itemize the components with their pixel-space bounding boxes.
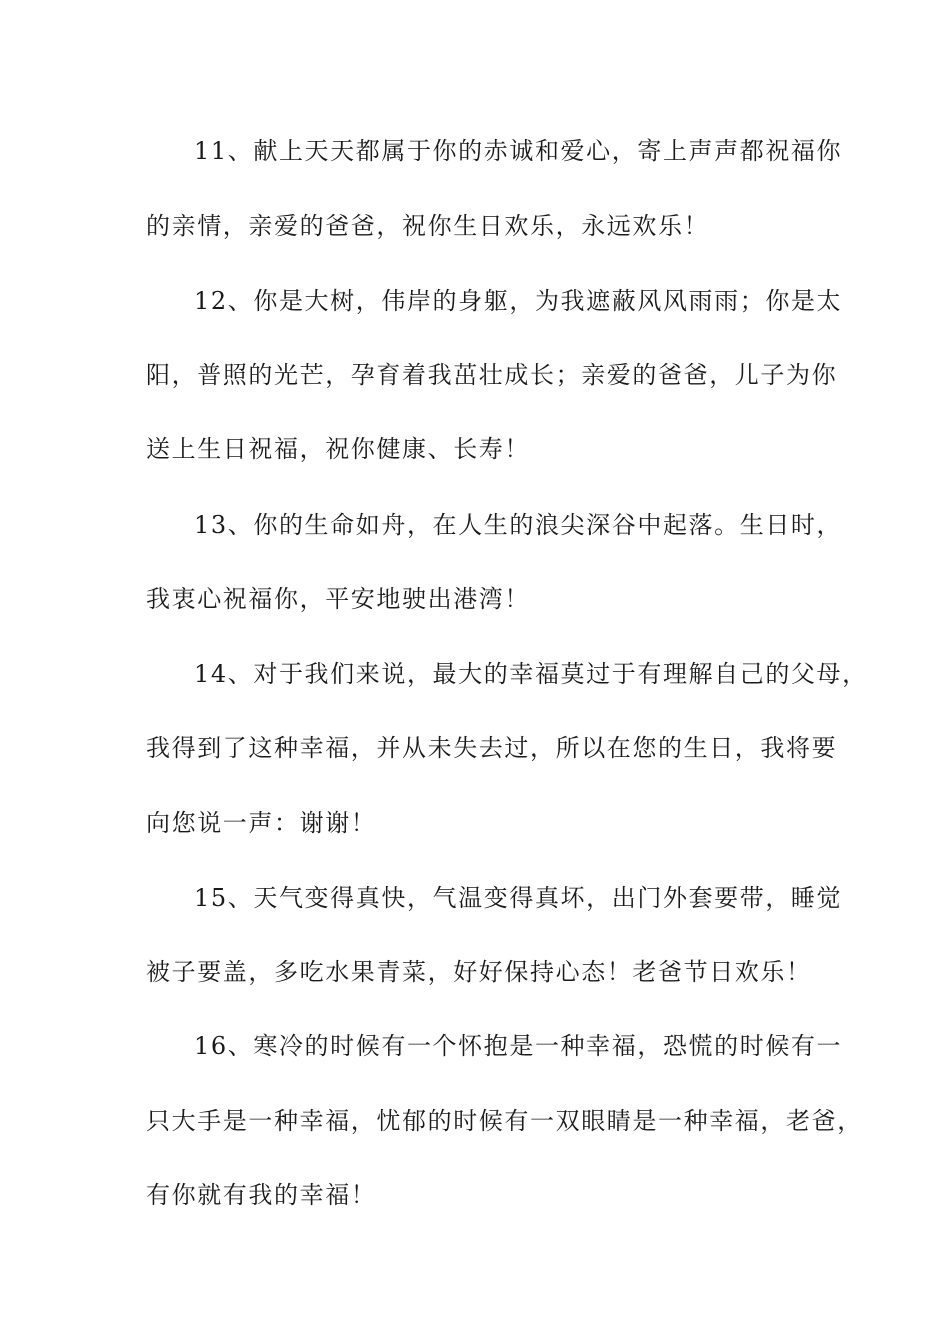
paragraph-11-line-1: 11、献上天天都属于你的赤诚和爱心，寄上声声都祝福你 xyxy=(194,137,843,165)
paragraph-14-line-3: 向您说一声：谢谢！ xyxy=(146,809,377,837)
paragraph-12-line-2: 阳，普照的光芒，孕育着我茁壮成长；亲爱的爸爸，儿子为你 xyxy=(146,361,838,389)
paragraph-12-line-1: 12、你是大树，伟岸的身躯，为我遮蔽风风雨雨；你是太 xyxy=(194,287,843,315)
paragraph-14-line-1: 14、对于我们来说，最大的幸福莫过于有理解自己的父母， xyxy=(194,660,868,688)
paragraph-15-line-1: 15、天气变得真快，气温变得真坏，出门外套要带，睡觉 xyxy=(194,884,843,912)
paragraph-16-line-2: 只大手是一种幸福，忧郁的时候有一双眼睛是一种幸福，老爸， xyxy=(146,1107,863,1135)
paragraph-15-line-2: 被子要盖，多吃水果青菜，好好保持心态！老爸节日欢乐！ xyxy=(146,958,812,986)
paragraph-14-line-2: 我得到了这种幸福，并从未失去过，所以在您的生日，我将要 xyxy=(146,734,838,762)
paragraph-16-line-1: 16、寒冷的时候有一个怀抱是一种幸福，恐慌的时候有一 xyxy=(194,1032,843,1060)
paragraph-11-line-2: 的亲情，亲爱的爸爸，祝你生日欢乐，永远欢乐！ xyxy=(146,212,710,240)
paragraph-12-line-3: 送上生日祝福，祝你健康、长寿！ xyxy=(146,435,530,463)
paragraph-16-line-3: 有你就有我的幸福！ xyxy=(146,1181,377,1209)
paragraph-13-line-1: 13、你的生命如舟，在人生的浪尖深谷中起落。生日时， xyxy=(194,511,843,539)
paragraph-13-line-2: 我衷心祝福你，平安地驶出港湾！ xyxy=(146,585,530,613)
